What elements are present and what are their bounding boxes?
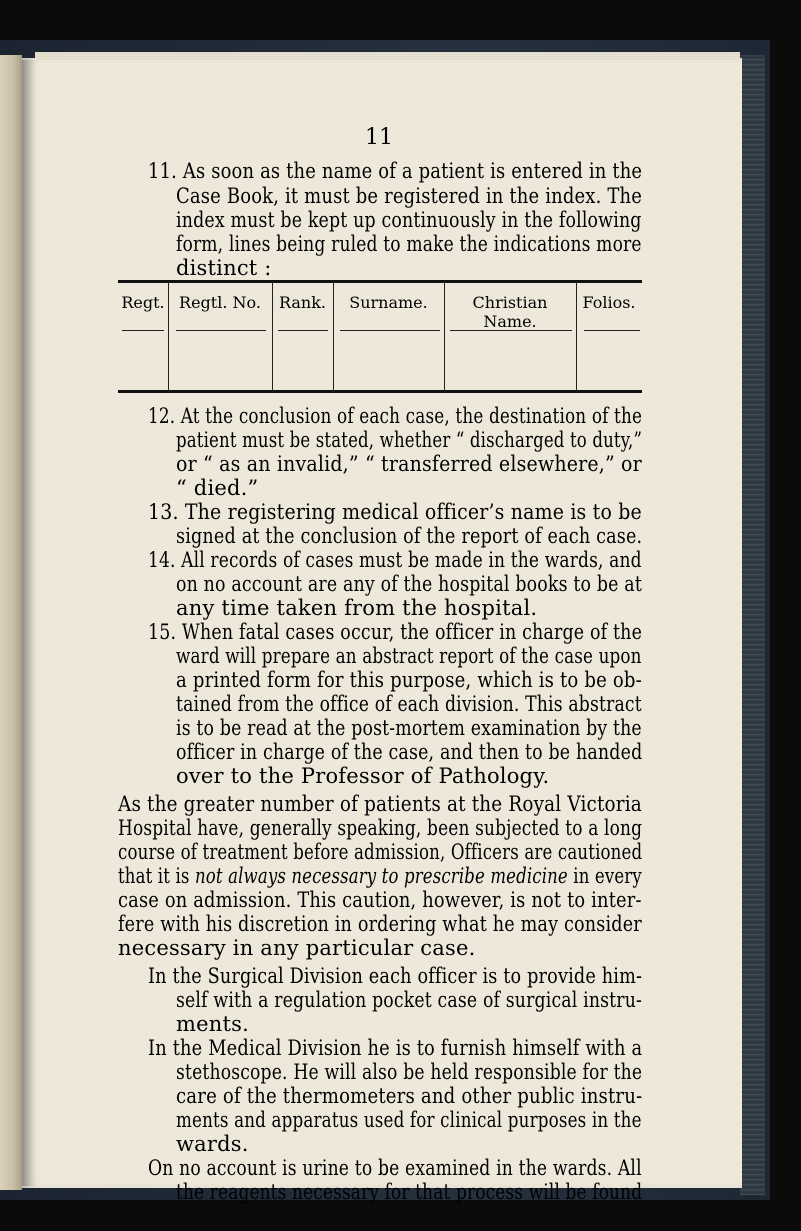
table-top-rule bbox=[118, 280, 642, 283]
text-line: distinct : bbox=[176, 256, 272, 280]
header-underline bbox=[340, 330, 440, 331]
header-underline bbox=[278, 330, 328, 331]
text-line: form, lines being ruled to make the indications more bbox=[176, 232, 642, 256]
text-line: the reagents necessary for that process will be found bbox=[176, 1180, 643, 1204]
text-segment: in every bbox=[567, 864, 642, 888]
text-line: As the greater number of patients at the Royal Victoria bbox=[118, 792, 642, 816]
text-line: 14. All records of cases must be made in the wards, and bbox=[148, 548, 642, 572]
page-top-edges bbox=[35, 52, 740, 60]
text-line: over to the Professor of Pathology. bbox=[176, 764, 550, 788]
page-gutter-shadow bbox=[22, 60, 36, 1186]
text-line: 13. The registering medical officer’s name is to be bbox=[148, 500, 642, 524]
column-header-surname: Surname. bbox=[349, 293, 428, 312]
text-line: signed at the conclusion of the report of each case. bbox=[176, 524, 643, 548]
text-line: wards. bbox=[176, 1132, 249, 1156]
text-line: is to be read at the post-mortem examination by the bbox=[176, 716, 642, 740]
text-line bbox=[118, 865, 642, 887]
text-line: index must be kept up continuously in the following bbox=[176, 208, 642, 232]
header-underline bbox=[584, 330, 640, 331]
text-line: self with a regulation pocket case of surgical instru- bbox=[176, 988, 643, 1012]
text-line: a printed form for this purpose, which is to be ob- bbox=[176, 668, 642, 692]
header-underline bbox=[122, 330, 164, 331]
text-line: necessary in any particular case. bbox=[118, 936, 476, 960]
page-number: 11 bbox=[365, 125, 393, 150]
text-line: officer in charge of the case, and then to be handed bbox=[176, 740, 643, 764]
text-segment: that it is bbox=[118, 864, 195, 888]
facing-page-edge bbox=[0, 55, 22, 1190]
text-line: In the Medical Division he is to furnish himself with a bbox=[148, 1036, 643, 1060]
text-line: In the Surgical Division each officer is to provide him- bbox=[148, 964, 643, 988]
text-line: course of treatment before admission, Officers are cautioned bbox=[118, 840, 643, 864]
column-header-christian-name: Christian Name. bbox=[472, 293, 548, 331]
column-header-folios: Folios. bbox=[582, 293, 636, 312]
text-line: stethoscope. He will also be held responsible for the bbox=[176, 1060, 643, 1084]
text-line: On no account is urine to be examined in the wards. All bbox=[148, 1156, 642, 1180]
text-line: care of the thermometers and other public instru- bbox=[176, 1084, 643, 1108]
header-underline bbox=[176, 330, 266, 331]
text-line: any time taken from the hospital. bbox=[176, 596, 538, 620]
column-header-regtl-no: Regtl. No. bbox=[179, 293, 261, 312]
text-line: on no account are any of the hospital books to be at bbox=[176, 572, 642, 596]
text-line: 11. As soon as the name of a patient is entered in the bbox=[148, 159, 643, 183]
text-line: fere with his discretion in ordering what he may consider bbox=[118, 912, 642, 936]
text-line: ments. bbox=[176, 1012, 249, 1036]
text-line: Hospital have, generally speaking, been subjected to a long bbox=[118, 816, 643, 840]
text-line: tained from the office of each division. This abstract bbox=[176, 692, 642, 716]
page-block-edge bbox=[740, 55, 765, 1195]
column-header-rank: Rank. bbox=[278, 293, 327, 312]
text-line: 15. When fatal cases occur, the officer in charge of the bbox=[148, 620, 643, 644]
text-line: case on admission. This caution, however, is not to inter- bbox=[118, 888, 642, 912]
text-line: ments and apparatus used for clinical purposes in the bbox=[176, 1108, 642, 1132]
text-line: “ died.” bbox=[176, 476, 259, 500]
text-line: 12. At the conclusion of each case, the destination of the bbox=[148, 404, 643, 428]
table-bottom-rule bbox=[118, 390, 642, 393]
text-line: Case Book, it must be registered in the index. The bbox=[176, 184, 643, 208]
column-header-regt: Regt. bbox=[121, 293, 165, 312]
text-line: patient must be stated, whether “ discharged to duty,” bbox=[176, 428, 643, 452]
text-line: or “ as an invalid,” “ transferred elsewhere,” or bbox=[176, 452, 642, 476]
italic-emphasis: not always necessary to prescribe medicine bbox=[194, 864, 568, 888]
text-line: ward will prepare an abstract report of the case upon bbox=[176, 644, 642, 668]
